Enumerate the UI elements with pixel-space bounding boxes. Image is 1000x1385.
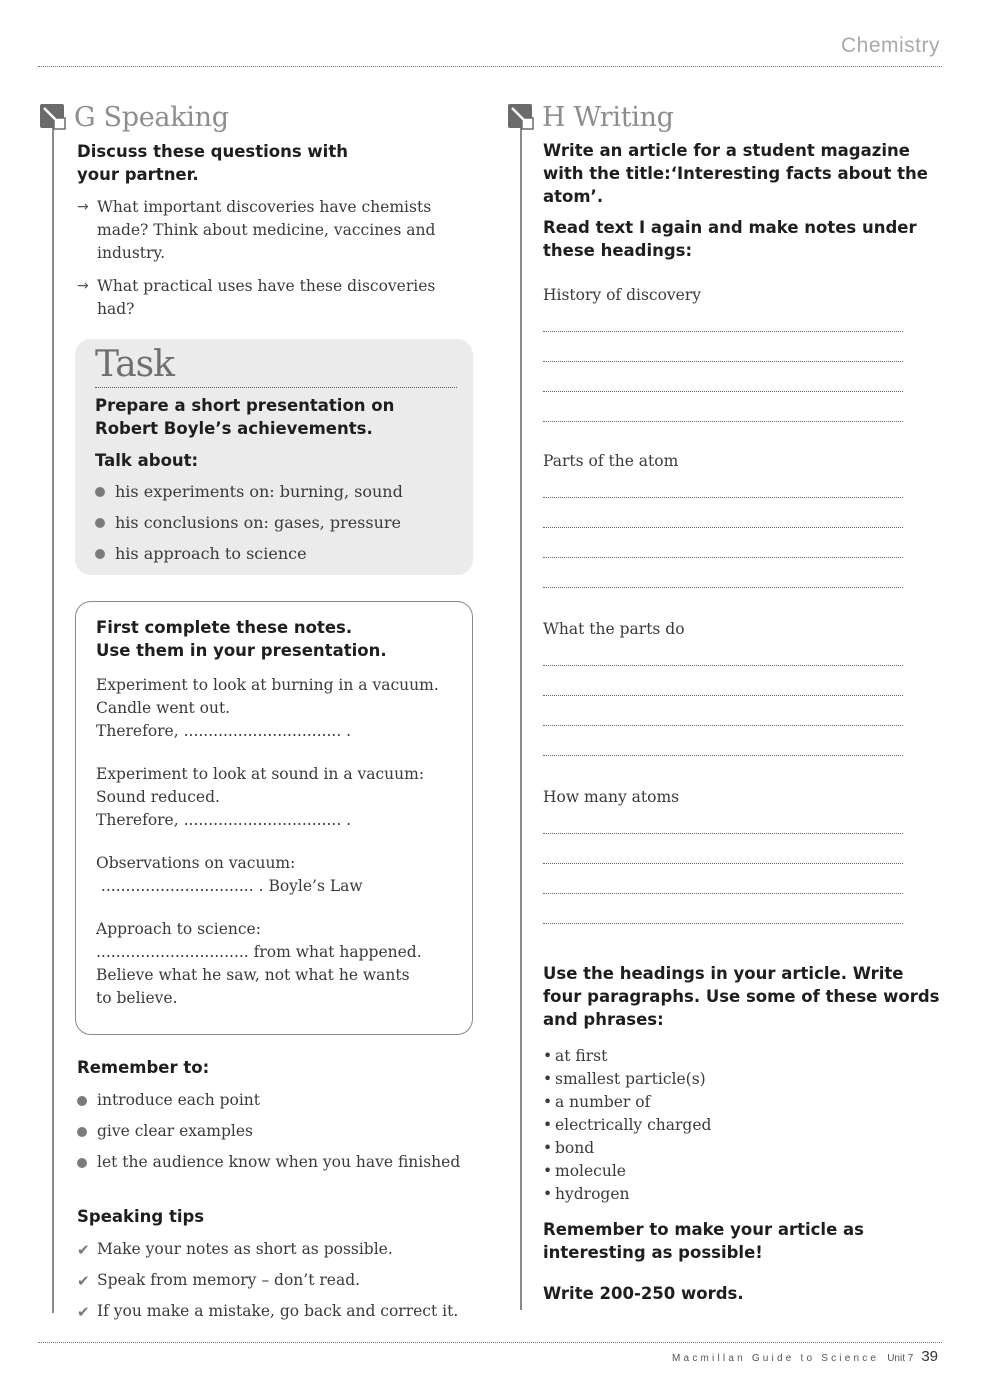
bullet-icon — [95, 549, 105, 559]
answer-line[interactable] — [543, 665, 903, 666]
remember-item-text: give clear examples — [97, 1122, 253, 1140]
remember-item-text: introduce each point — [97, 1091, 261, 1109]
notes-paragraph — [96, 918, 462, 1010]
word-item — [543, 1183, 958, 1206]
answer-line[interactable] — [543, 527, 903, 528]
task-box — [75, 339, 473, 575]
answer-line[interactable] — [543, 391, 903, 392]
page-footer — [672, 1348, 938, 1365]
remember-item — [77, 1151, 490, 1174]
note-heading-label: How many atoms — [543, 788, 680, 806]
header-divider — [38, 66, 942, 67]
section-title: H Writing — [542, 101, 674, 133]
answer-line[interactable] — [543, 923, 903, 924]
word-text: at first — [555, 1047, 608, 1065]
unit-label: Unit 7 — [887, 1353, 914, 1364]
notes-line: Believe what he saw, not what he wants — [96, 966, 410, 984]
tips-block — [77, 1206, 490, 1323]
task-point-text: his approach to science — [115, 544, 307, 563]
word-text: a number of — [555, 1093, 651, 1111]
remember-block — [77, 1057, 490, 1174]
answer-line[interactable] — [543, 863, 903, 864]
notes-blank-line[interactable]: ............................... . Boyle’s Law — [96, 877, 363, 895]
notes-heading-2: Use them in your presentation. — [96, 641, 387, 660]
note-heading-label: Parts of the atom — [543, 452, 679, 470]
notes-line: to believe. — [96, 989, 178, 1007]
word-text: smallest particle(s) — [555, 1070, 706, 1088]
checkmark-icon: ✔ — [77, 1271, 90, 1290]
tip-item — [77, 1269, 490, 1292]
arrow-right-icon: → — [77, 199, 89, 215]
talk-about-label: Talk about: — [95, 451, 199, 470]
notes-line: Experiment to look at sound in a vacuum: — [96, 765, 425, 783]
speaking-section — [40, 98, 490, 1323]
tip-item — [77, 1300, 490, 1323]
page-number: 39 — [921, 1348, 938, 1365]
tip-text: Make your notes as short as possible. — [97, 1240, 393, 1258]
remember-item — [77, 1089, 490, 1112]
word-count-instruction: Write 200-250 words. — [543, 1284, 744, 1303]
writing-header — [508, 98, 958, 136]
notes-instruction: Read text I again and make notes under these headings: — [543, 218, 917, 260]
note-heading-group — [543, 284, 958, 422]
checkmark-icon: ✔ — [77, 1302, 90, 1321]
bullet-icon: • — [543, 1093, 553, 1111]
notes-line: Observations on vacuum: — [96, 854, 296, 872]
note-heading-group — [543, 786, 958, 924]
notes-box — [75, 601, 473, 1035]
speaking-instruction: Discuss these questions with your partner. — [77, 142, 348, 184]
notes-blank-line[interactable]: ............................... from what happened. — [96, 943, 422, 961]
word-text: hydrogen — [555, 1185, 630, 1203]
word-text: electrically charged — [555, 1116, 712, 1134]
note-heading-label: History of discovery — [543, 286, 702, 304]
remember-item — [77, 1120, 490, 1143]
word-item — [543, 1160, 958, 1183]
bullet-icon — [95, 487, 105, 497]
task-divider — [95, 387, 457, 388]
word-text: molecule — [555, 1162, 626, 1180]
section-vertical-rule — [520, 128, 522, 1310]
checkmark-icon: ✔ — [77, 1240, 90, 1259]
pencil-square-icon — [40, 104, 66, 130]
answer-line[interactable] — [543, 755, 903, 756]
remember-title: Remember to: — [77, 1058, 210, 1077]
note-heading-group — [543, 450, 958, 588]
footer-divider — [38, 1342, 942, 1343]
writing-instruction: Write an article for a student magazine with the title:‘Interesting facts about the atom’. — [543, 141, 928, 206]
tip-text: If you make a mistake, go back and correct it. — [97, 1302, 459, 1320]
answer-line[interactable] — [543, 557, 903, 558]
bullet-icon: • — [543, 1047, 553, 1065]
word-text: bond — [555, 1139, 595, 1157]
task-title: Task — [95, 344, 174, 385]
task-point — [95, 542, 457, 565]
answer-line[interactable] — [543, 421, 903, 422]
section-title: G Speaking — [74, 101, 229, 133]
question-item — [77, 196, 490, 265]
word-item — [543, 1114, 958, 1137]
word-item — [543, 1091, 958, 1114]
tips-title: Speaking tips — [77, 1207, 205, 1226]
bullet-icon — [95, 518, 105, 528]
running-head-subject: Chemistry — [840, 34, 940, 57]
note-heading-group — [543, 618, 958, 756]
word-item — [543, 1137, 958, 1160]
word-item — [543, 1068, 958, 1091]
bullet-icon: • — [543, 1139, 553, 1157]
answer-line[interactable] — [543, 695, 903, 696]
answer-line[interactable] — [543, 893, 903, 894]
notes-paragraph — [96, 763, 462, 832]
arrow-right-icon: → — [77, 278, 89, 294]
task-prompt: Prepare a short presentation on Robert Boyle’s achievements. — [95, 396, 395, 438]
bullet-icon — [77, 1096, 87, 1106]
tip-item — [77, 1238, 490, 1261]
pencil-square-icon — [508, 104, 534, 130]
notes-line: Approach to science: — [96, 920, 261, 938]
word-item — [543, 1045, 958, 1068]
task-point — [95, 480, 457, 503]
writing-section — [508, 98, 958, 1305]
notes-paragraph — [96, 674, 462, 743]
question-text: What practical uses have these discoveries had? — [97, 277, 436, 318]
article-instruction: Use the headings in your article. Write four paragraphs. Use some of these words and phrases: — [543, 964, 940, 1029]
notes-heading-1: First complete these notes. — [96, 618, 353, 637]
bullet-icon — [77, 1127, 87, 1137]
notes-line: Experiment to look at burning in a vacuum. — [96, 676, 439, 694]
note-heading-label: What the parts do — [543, 620, 685, 638]
task-point — [95, 511, 457, 534]
question-text: What important discoveries have chemists made? Think about medicine, vaccines and industry. — [97, 198, 436, 262]
speaking-header — [40, 98, 490, 136]
notes-paragraph — [96, 852, 462, 898]
notes-line: Sound reduced. — [96, 788, 220, 806]
bullet-icon: • — [543, 1162, 553, 1180]
question-item — [77, 275, 490, 321]
task-point-text: his experiments on: burning, sound — [115, 482, 403, 501]
bullet-icon: • — [543, 1070, 553, 1088]
word-list — [543, 1045, 958, 1206]
bullet-icon: • — [543, 1116, 553, 1134]
article-reminder: Remember to make your article as interesting as possible! — [543, 1220, 864, 1262]
bullet-icon: • — [543, 1185, 553, 1203]
answer-line[interactable] — [543, 497, 903, 498]
notes-blank-line[interactable]: Therefore, ................................ . — [96, 811, 352, 829]
answer-line[interactable] — [543, 833, 903, 834]
answer-line[interactable] — [543, 725, 903, 726]
tip-text: Speak from memory – don’t read. — [97, 1271, 361, 1289]
answer-line[interactable] — [543, 361, 903, 362]
remember-item-text: let the audience know when you have finished — [97, 1153, 461, 1171]
section-vertical-rule — [52, 128, 54, 1313]
answer-line[interactable] — [543, 587, 903, 588]
notes-line: Candle went out. — [96, 699, 231, 717]
book-title: Macmillan Guide to Science — [672, 1353, 880, 1364]
task-point-text: his conclusions on: gases, pressure — [115, 513, 402, 532]
answer-line[interactable] — [543, 331, 903, 332]
bullet-icon — [77, 1158, 87, 1168]
notes-blank-line[interactable]: Therefore, ................................ . — [96, 722, 352, 740]
